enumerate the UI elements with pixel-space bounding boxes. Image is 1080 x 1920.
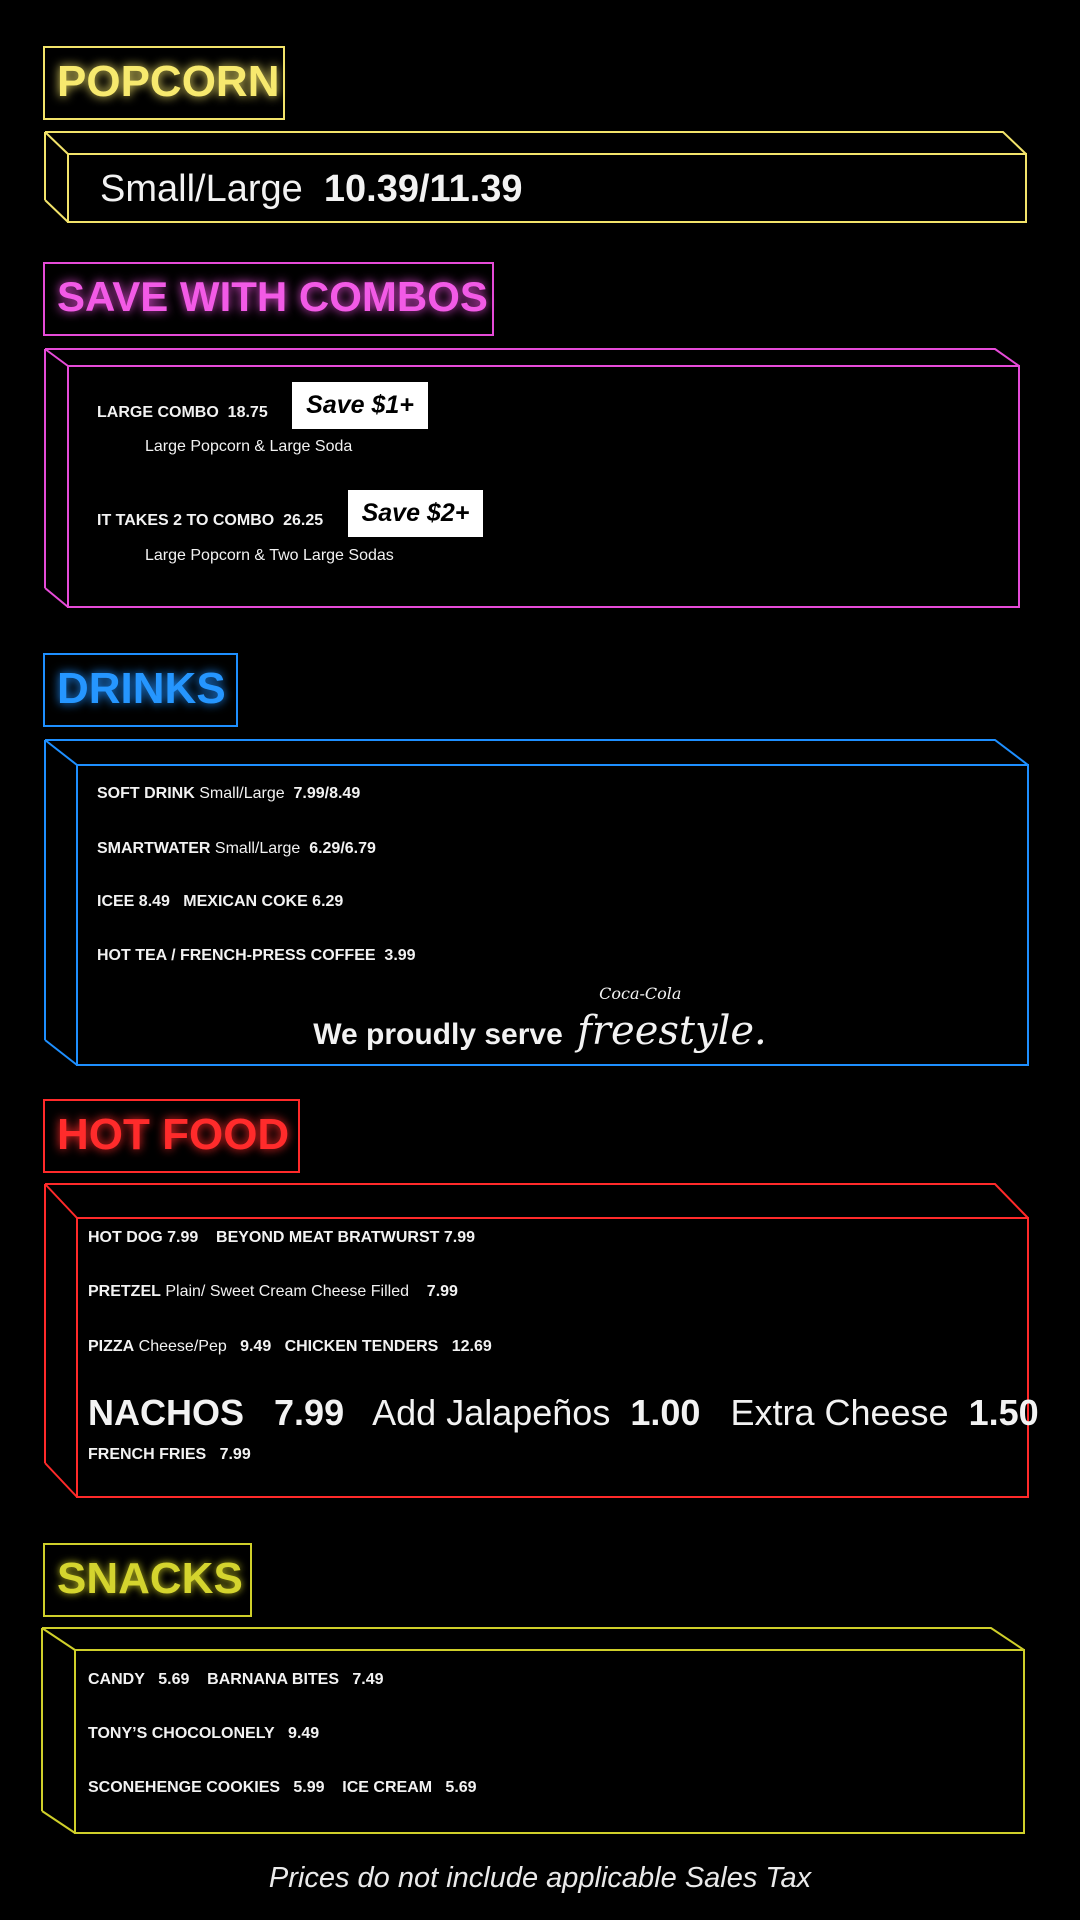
- smartwater-name: SMARTWATER: [97, 840, 211, 857]
- chicken-price: 12.69: [451, 1338, 492, 1355]
- chicken-name: CHICKEN TENDERS: [284, 1338, 439, 1355]
- pizza-desc: Cheese/Pep: [138, 1338, 227, 1355]
- ice-cream-price: 5.69: [445, 1779, 477, 1796]
- snacks-row-3: [88, 1779, 477, 1797]
- cheese-price: 1.50: [968, 1392, 1039, 1433]
- combos-title: SAVE WITH COMBOS: [57, 273, 488, 320]
- combo-two-desc: Large Popcorn & Two Large Sodas: [145, 547, 394, 564]
- soft-drink-price: 7.99/8.49: [293, 785, 361, 802]
- combo-large-price: 18.75: [227, 404, 268, 421]
- bratwurst-item: BEYOND MEAT BRATWURST 7.99: [216, 1229, 476, 1246]
- jalapenos-name: Add Jalapeños: [372, 1392, 611, 1433]
- candy-name: CANDY: [88, 1671, 145, 1688]
- soft-drink-name: SOFT DRINK: [97, 785, 195, 802]
- popcorn-title: POPCORN: [57, 57, 280, 106]
- pizza-price: 9.49: [240, 1338, 272, 1355]
- combo-two-name: IT TAKES 2 TO COMBO: [97, 512, 275, 529]
- popcorn-size-label: Small/Large: [100, 168, 303, 210]
- sales-tax-note: Prices do not include applicable Sales Tax: [268, 1862, 812, 1894]
- hot-tea-price: 3.99: [384, 947, 416, 964]
- fries-price: 7.99: [219, 1446, 251, 1463]
- nachos-price: 7.99: [274, 1392, 345, 1433]
- fries-name: FRENCH FRIES: [88, 1446, 207, 1463]
- combo-large-desc: Large Popcorn & Large Soda: [145, 438, 353, 455]
- smartwater-sizes: Small/Large: [214, 840, 301, 857]
- soft-drink-sizes: Small/Large: [199, 785, 285, 802]
- jalapenos-price: 1.00: [630, 1392, 701, 1433]
- hot-tea-name: HOT TEA / FRENCH-PRESS COFFEE: [97, 947, 376, 964]
- pretzel-desc: Plain/ Sweet Cream Cheese Filled: [165, 1283, 410, 1300]
- candy-price: 5.69: [158, 1671, 190, 1688]
- sconehenge-price: 5.99: [293, 1779, 325, 1796]
- pretzel-name: PRETZEL: [88, 1283, 161, 1300]
- combo-two-price: 26.25: [283, 512, 324, 529]
- ice-cream-name: ICE CREAM: [342, 1779, 433, 1796]
- snacks-title: SNACKS: [57, 1554, 243, 1603]
- barnana-price: 7.49: [352, 1671, 384, 1688]
- snacks-row-1: [88, 1671, 384, 1689]
- snacks-row-2: [88, 1725, 319, 1743]
- combo-large-name: LARGE COMBO: [97, 404, 219, 421]
- coca-cola-logo: Coca-Cola: [599, 984, 682, 1003]
- tagline-text: We proudly serve: [313, 1018, 563, 1051]
- pizza-name: PIZZA: [88, 1338, 135, 1355]
- cheese-name: Extra Cheese: [730, 1392, 949, 1433]
- barnana-name: BARNANA BITES: [207, 1671, 340, 1688]
- hot-dog-item: HOT DOG 7.99: [88, 1229, 199, 1246]
- mexican-coke-item: MEXICAN COKE 6.29: [183, 893, 344, 910]
- freestyle-wordmark: freestyle.: [577, 1008, 767, 1054]
- nachos-name: NACHOS: [88, 1392, 245, 1433]
- hot-food-title: HOT FOOD: [57, 1110, 290, 1159]
- drinks-title: DRINKS: [57, 664, 226, 713]
- pretzel-price: 7.99: [426, 1283, 458, 1300]
- tonys-name: TONY’S CHOCOLONELY: [88, 1725, 275, 1742]
- popcorn-price: 10.39/11.39: [323, 168, 523, 210]
- smartwater-price: 6.29/6.79: [309, 840, 376, 857]
- sconehenge-name: SCONEHENGE COOKIES: [88, 1779, 281, 1796]
- combo-two-save-badge: Save $2+: [348, 490, 484, 537]
- tonys-price: 9.49: [288, 1725, 320, 1742]
- icee-item: ICEE 8.49: [97, 893, 170, 910]
- combo-large-save-badge: Save $1+: [292, 382, 428, 429]
